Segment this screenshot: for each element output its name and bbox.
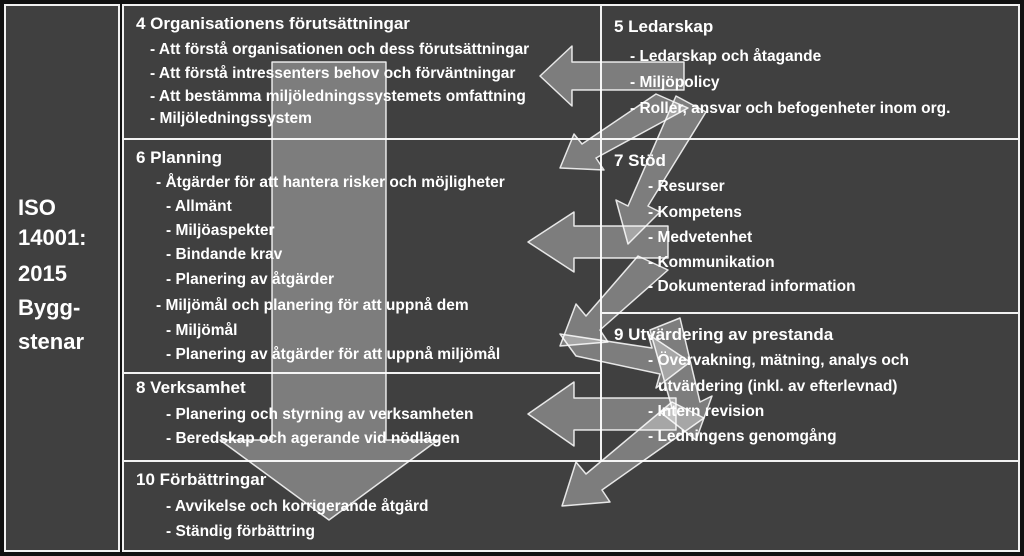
section-6-item: - Allmänt: [166, 198, 232, 215]
section-4-item: - Att förstå intressenters behov och förväntningar: [150, 65, 516, 82]
section-6-item: - Planering av åtgärder för att uppnå miljömål: [166, 346, 501, 363]
section-7-item: - Dokumenterad information: [648, 278, 856, 295]
section-8-item: - Beredskap och agerande vid nödlägen: [166, 430, 460, 447]
section-5-item: - Ledarskap och åtagande: [630, 48, 822, 65]
iso-line: Bygg-: [18, 295, 81, 320]
iso-line: 2015: [18, 261, 67, 286]
section-4-item: - Att förstå organisationen och dess förutsättningar: [150, 41, 530, 58]
iso-line: ISO: [18, 195, 56, 220]
section-4-item: - Miljöledningssystem: [150, 110, 312, 127]
section-9-item: - Intern revision: [648, 403, 765, 420]
section-6-item: - Planering av åtgärder: [166, 271, 334, 288]
iso-line: 14001:: [18, 225, 87, 250]
iso-label-box: [4, 4, 120, 552]
section-6-item: - Bindande krav: [166, 246, 283, 263]
section-5-title: 5 Ledarskap: [614, 17, 714, 36]
iso-line: stenar: [18, 329, 85, 354]
section-7-item: - Kommunikation: [648, 254, 775, 271]
section-5-item: - Roller, ansvar och befogenheter inom org.: [630, 100, 951, 117]
section-7-title: 7 Stöd: [614, 151, 666, 170]
section-9-title: 9 Utvärdering av prestanda: [614, 325, 834, 344]
section-10-item: - Ständig förbättring: [166, 523, 315, 540]
section-6-item: - Miljömål och planering för att uppnå dem: [156, 297, 469, 314]
section-7-item: - Medvetenhet: [648, 229, 753, 246]
section-4-item: - Att bestämma miljöledningssystemets omfattning: [150, 88, 526, 105]
section-8-title: 8 Verksamhet: [136, 378, 246, 397]
section-10-item: - Avvikelse och korrigerande åtgärd: [166, 498, 429, 515]
section-6-title: 6 Planning: [136, 148, 222, 167]
section-4-title: 4 Organisationens förutsättningar: [136, 14, 410, 33]
section-7-item: - Kompetens: [648, 204, 742, 221]
section-9-item: utvärdering (inkl. av efterlevnad): [658, 378, 898, 395]
section-5-item: - Miljöpolicy: [630, 74, 720, 91]
section-8-item: - Planering och styrning av verksamheten: [166, 406, 474, 423]
section-9-item: - Övervakning, mätning, analys och: [648, 352, 909, 369]
section-6-item: - Åtgärder för att hantera risker och möjligheter: [156, 174, 505, 191]
section-10-title: 10 Förbättringar: [136, 470, 267, 489]
section-6-item: - Miljömål: [166, 322, 238, 339]
section-7-item: - Resurser: [648, 178, 725, 195]
section-6-item: - Miljöaspekter: [166, 222, 275, 239]
section-9-item: - Ledningens genomgång: [648, 428, 837, 445]
